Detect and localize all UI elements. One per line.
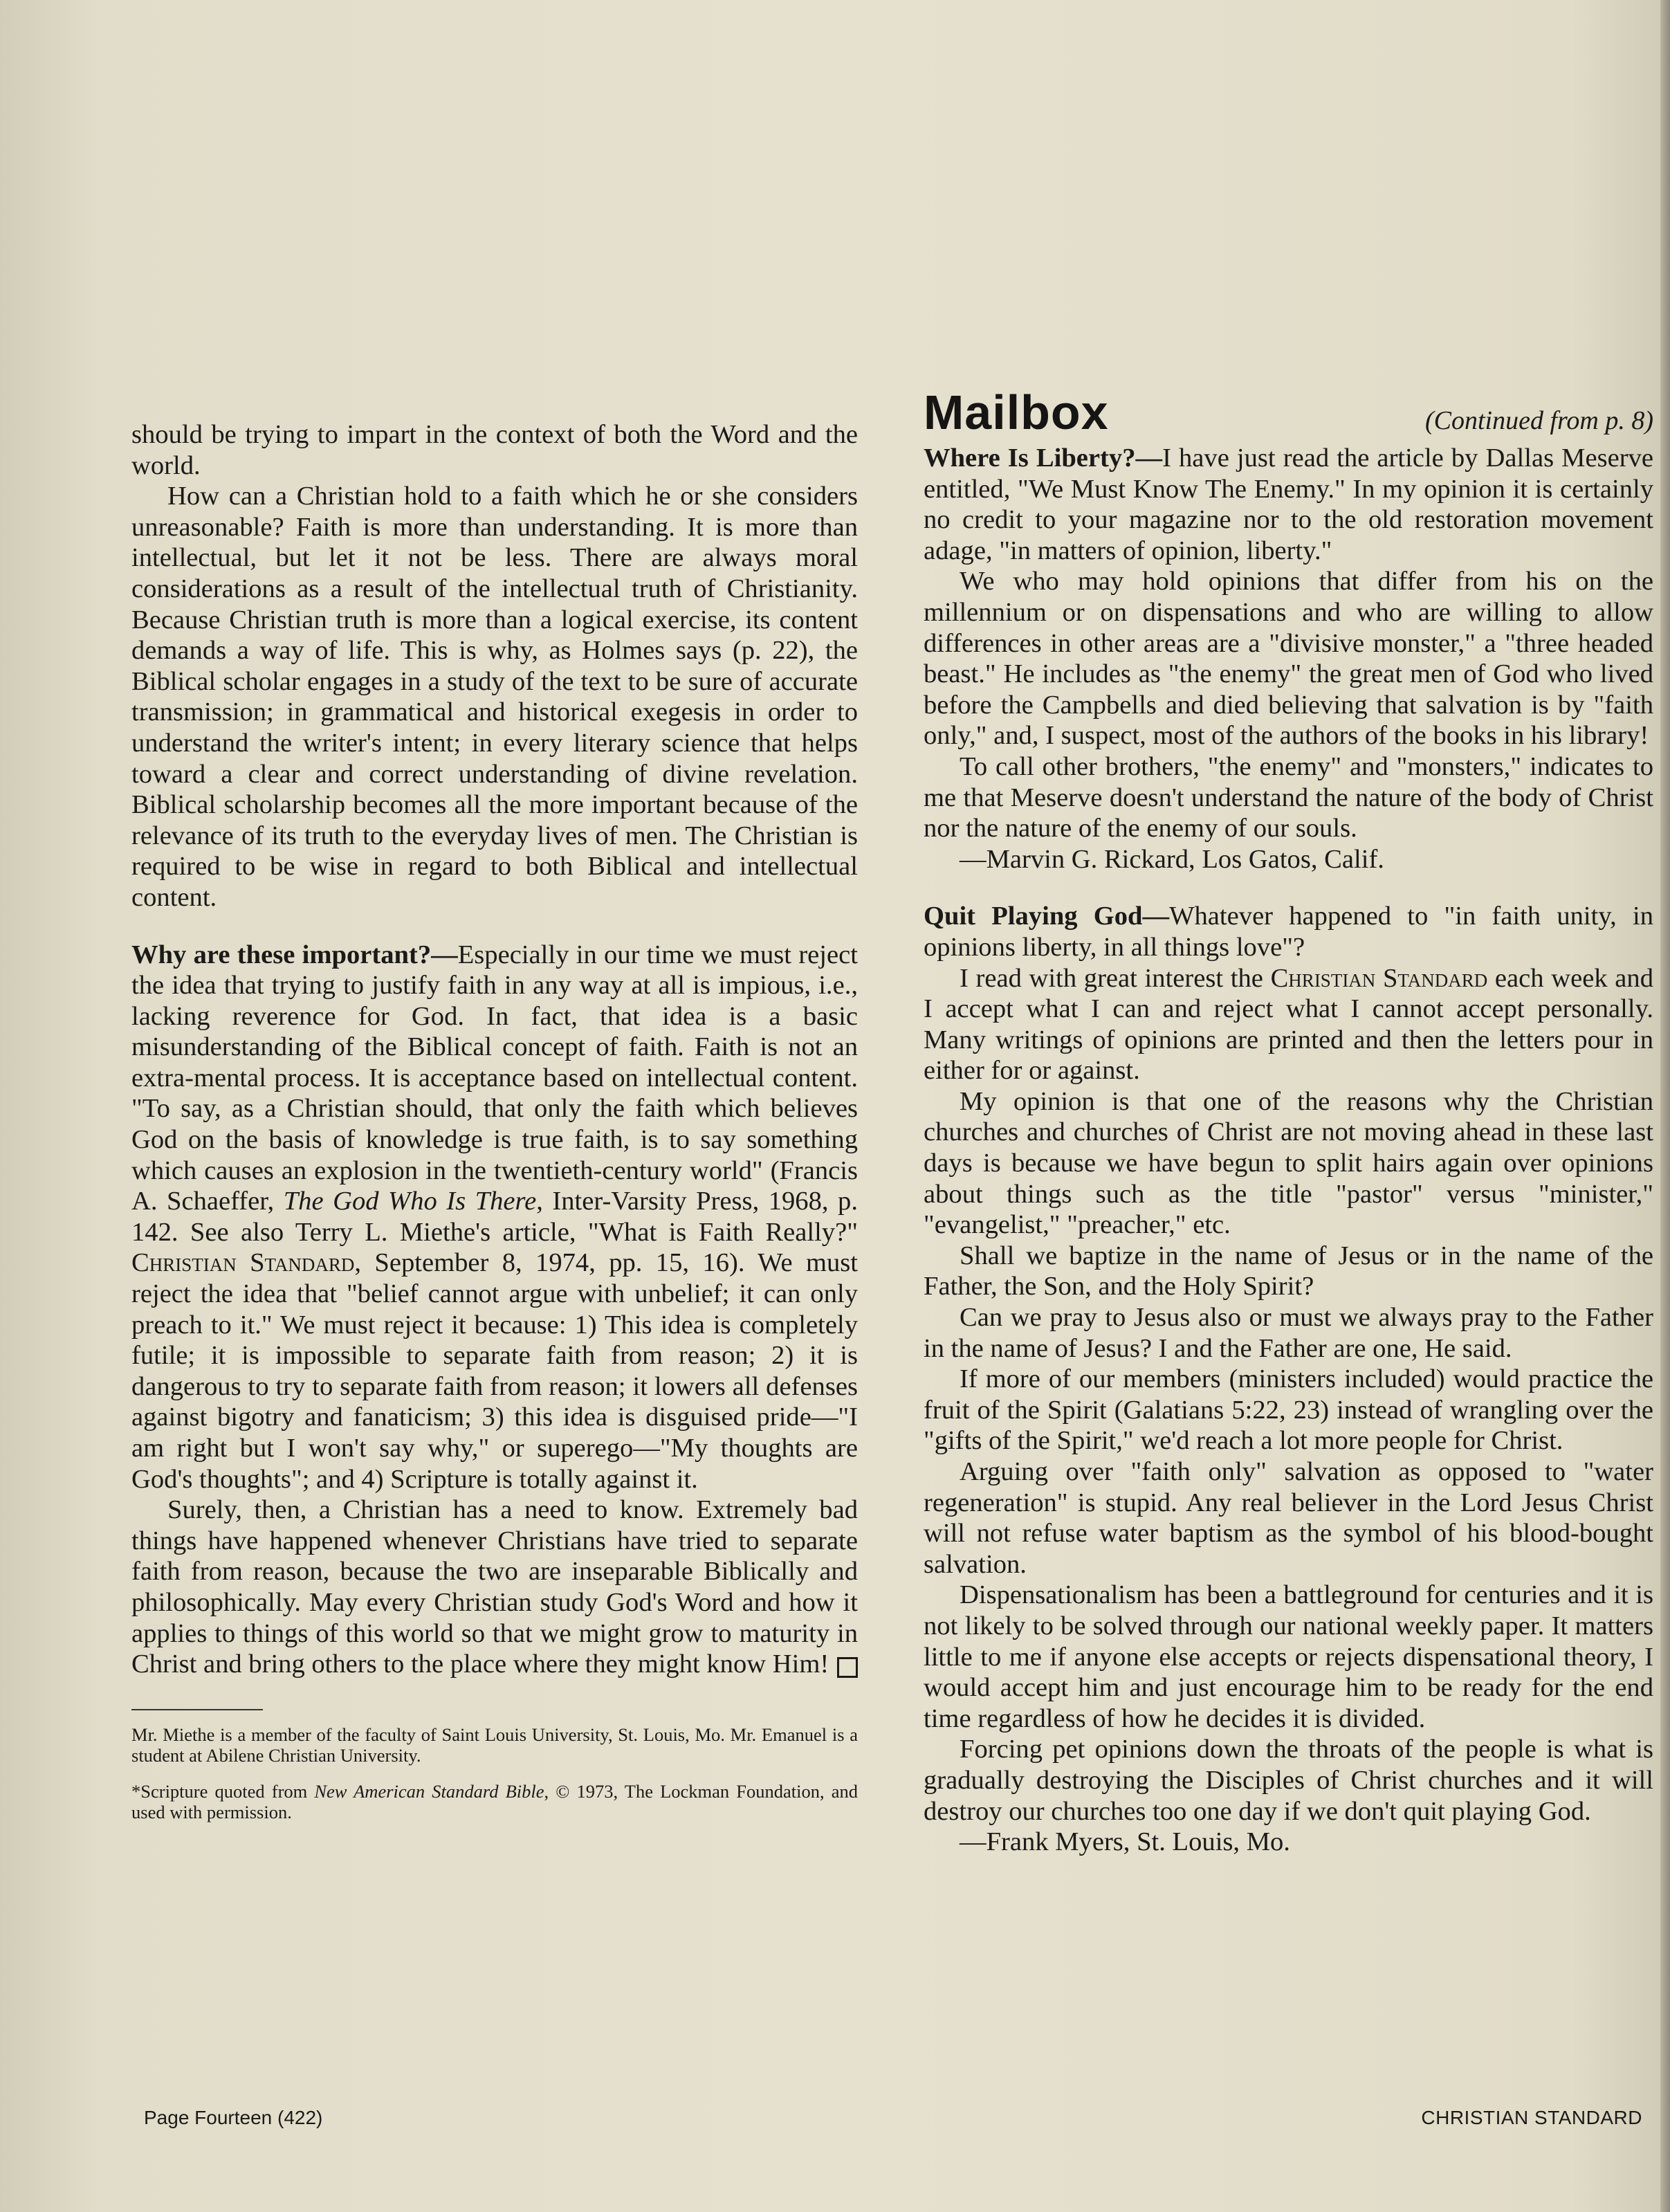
footnote-divider — [131, 1709, 263, 1710]
book-title: The God Who Is There — [283, 1187, 537, 1216]
letter-heading: Where Is Liberty?— — [924, 444, 1163, 473]
section-heading: Why are these important?— — [131, 940, 458, 969]
paragraph-text: I read with great interest the — [960, 963, 1271, 993]
page-number: Page Fourteen (422) — [144, 2107, 323, 2128]
continued-note: (Continued from p. 8) — [1424, 406, 1653, 435]
article-paragraph-3 — [131, 940, 858, 1495]
author-footnote: Mr. Miethe is a member of the faculty of Saint Louis University, St. Louis, Mo. Mr. Emanuel is a student at Abilene Christian University. — [131, 1724, 858, 1766]
magazine-name: Christian Standard — [131, 1248, 355, 1278]
scripture-footnote — [131, 1781, 858, 1822]
letter-2-paragraph-1 — [924, 901, 1653, 962]
paragraph-text: Especially in our time we must reject the idea that trying to justify faith in any way at all is impious, i.e., lacking reverence for God. In fact, that idea is a basic misunderstanding of the Biblical concept of faith. Faith is not an extra-mental process. It is acceptance based on intellectual content. "To say, as a Christian should, that only the faith which believes God on the basis of knowledge is true faith, is to say something which causes an explosion in the twentieth-century world" (Francis A. Schaeffer, — [131, 940, 858, 1216]
letter-2-paragraph-9: Forcing pet opinions down the throats of the people is what is gradually destroying the Disciples of Christ churches and it will destroy our churches too one day if we don't quit playing God. — [924, 1735, 1653, 1826]
paragraph-text: I have just read the article by Dallas Meserve entitled, "We Must Know The Enemy." In my opinion it is certainly no credit to your magazine nor to the old restoration movement adage, "in matters of opinion, liberty." — [924, 444, 1653, 565]
letter-2-paragraph-5: Can we pray to Jesus also or must we always pray to the Father in the name of Jesus? I and the Father are one, He said. — [924, 1303, 1653, 1363]
paragraph-text: , Inter-Varsity Press, 1968, p. 142. See also Terry L. Miethe's article, "What is Faith Really?" — [131, 1187, 858, 1247]
end-mark-icon — [837, 1657, 858, 1678]
letter-2-paragraph-2 — [924, 963, 1653, 1086]
letter-2-paragraph-8: Dispensationalism has been a battleground for centuries and it is not likely to be solved through our national weekly paper. It matters little to me if anyone else accepts or rejects dispensational theory, I would accept him and just encourage him to be ready for the end time regardless of how he decides it is divided. — [924, 1580, 1653, 1733]
article-paragraph-2: How can a Christian hold to a faith which he or she considers unreasonable? Faith is more than understanding. It is more than intellectual, but let it not be less. There are always moral considerations as a result of the intellectual truth of Christianity. Because Christian truth is more than a logical exercise, its content demands a way of life. This is why, as Holmes says (p. 22), the Biblical scholar engages in a study of the text to be sure of accurate transmission; in grammatical and historical exegesis in order to understand the writer's intent; in every literary science that helps toward a clear and correct understanding of divine revelation. Biblical scholarship becomes all the more important because of the relevance of its truth to the everyday lives of men. The Christian is required to be wise in regard to both Biblical and intellectual content. — [131, 482, 858, 912]
paragraph-text: Whatever happened to "in faith unity, in opinions liberty, in all things love"? — [924, 902, 1653, 962]
letter-heading: Quit Playing God— — [924, 902, 1170, 931]
article-paragraph-1: should be trying to impart in the context of both the Word and the world. — [131, 420, 858, 480]
footnote-text: , © 1973, The Lockman Foundation, and used with permission. — [131, 1780, 858, 1822]
letter-2-paragraph-3: My opinion is that one of the reasons why the Christian churches and churches of Christ are not moving ahead in these last days is because we have begun to split hairs again over opinions about things such as the title "pastor" versus "minister," "evangelist," "preacher," etc. — [924, 1086, 1653, 1240]
mailbox-column — [924, 385, 1653, 1858]
article-column — [131, 419, 858, 1822]
paragraph-text: , September 8, 1974, pp. 15, 16). We must reject the idea that "belief cannot argue with unbelief; it can only preach to it." We must reject it because: 1) This idea is completely futile; it is impossible to separate faith from reason; 2) it is dangerous to try to separate faith from reason; it lowers all defenses against bigotry and fanaticism; 3) this idea is disguised pride—"I am right but I won't say why," or superego—"My thoughts are God's thoughts"; and 4) Scripture is totally against it. — [131, 1248, 858, 1494]
article-paragraph-4 — [131, 1495, 858, 1680]
page-edge-shadow — [1660, 0, 1670, 2212]
letter-2-signature: —Frank Myers, St. Louis, Mo. — [960, 1827, 1290, 1857]
magazine-name: Christian Standard — [1270, 963, 1488, 993]
mailbox-header — [924, 385, 1653, 440]
letter-2-paragraph-4: Shall we baptize in the name of Jesus or in the name of the Father, the Son, and the Holy Spirit? — [924, 1241, 1653, 1301]
letter-1-paragraph-2: We who may hold opinions that differ from his on the millennium or on dispensations and who are willing to allow differences in other areas are a "divisive monster," a "three headed beast." He includes as "the enemy" the great men of God who lived before the Campbells and died believing that salvation is by "faith only," and, I suspect, most of the authors of the books in his library! — [924, 567, 1653, 751]
footnote-text: *Scripture quoted from — [131, 1780, 315, 1802]
letter-1-signature: —Marvin G. Rickard, Los Gatos, Calif. — [960, 844, 1384, 874]
letter-2-paragraph-6: If more of our members (ministers included) would practice the fruit of the Spirit (Galatians 5:22, 23) instead of wrangling over the "gifts of the Spirit," we'd reach a lot more people for Christ. — [924, 1364, 1653, 1456]
paragraph-text: Surely, then, a Christian has a need to know. Extremely bad things have happened whenever Christians have tried to separate faith from reason, because the two are inseparable Biblically and philosophically. May every Christian study God's Word and how it applies to things of this world so that we might grow to maturity in Christ and bring others to the place where they might know Him! — [131, 1495, 858, 1679]
letter-1-paragraph-3: To call other brothers, "the enemy" and "monsters," indicates to me that Meserve doesn't understand the nature of the body of Christ nor the nature of the enemy of our souls. — [924, 751, 1653, 843]
mailbox-title: Mailbox — [924, 385, 1109, 439]
letter-1-paragraph-1 — [924, 443, 1653, 566]
publication-name: CHRISTIAN STANDARD — [1421, 2107, 1642, 2128]
letter-2-paragraph-7: Arguing over "faith only" salvation as opposed to "water regeneration" is stupid. Any real believer in the Lord Jesus Christ will not refuse water baptism as the symbol of his blood-bought salvation. — [924, 1457, 1653, 1579]
paragraph-text: each week and I accept what I can and reject what I cannot accept personally. Many writings of opinions are printed and then the letters pour in either for or against. — [924, 963, 1654, 1086]
bible-title: New American Standard Bible — [314, 1780, 544, 1802]
